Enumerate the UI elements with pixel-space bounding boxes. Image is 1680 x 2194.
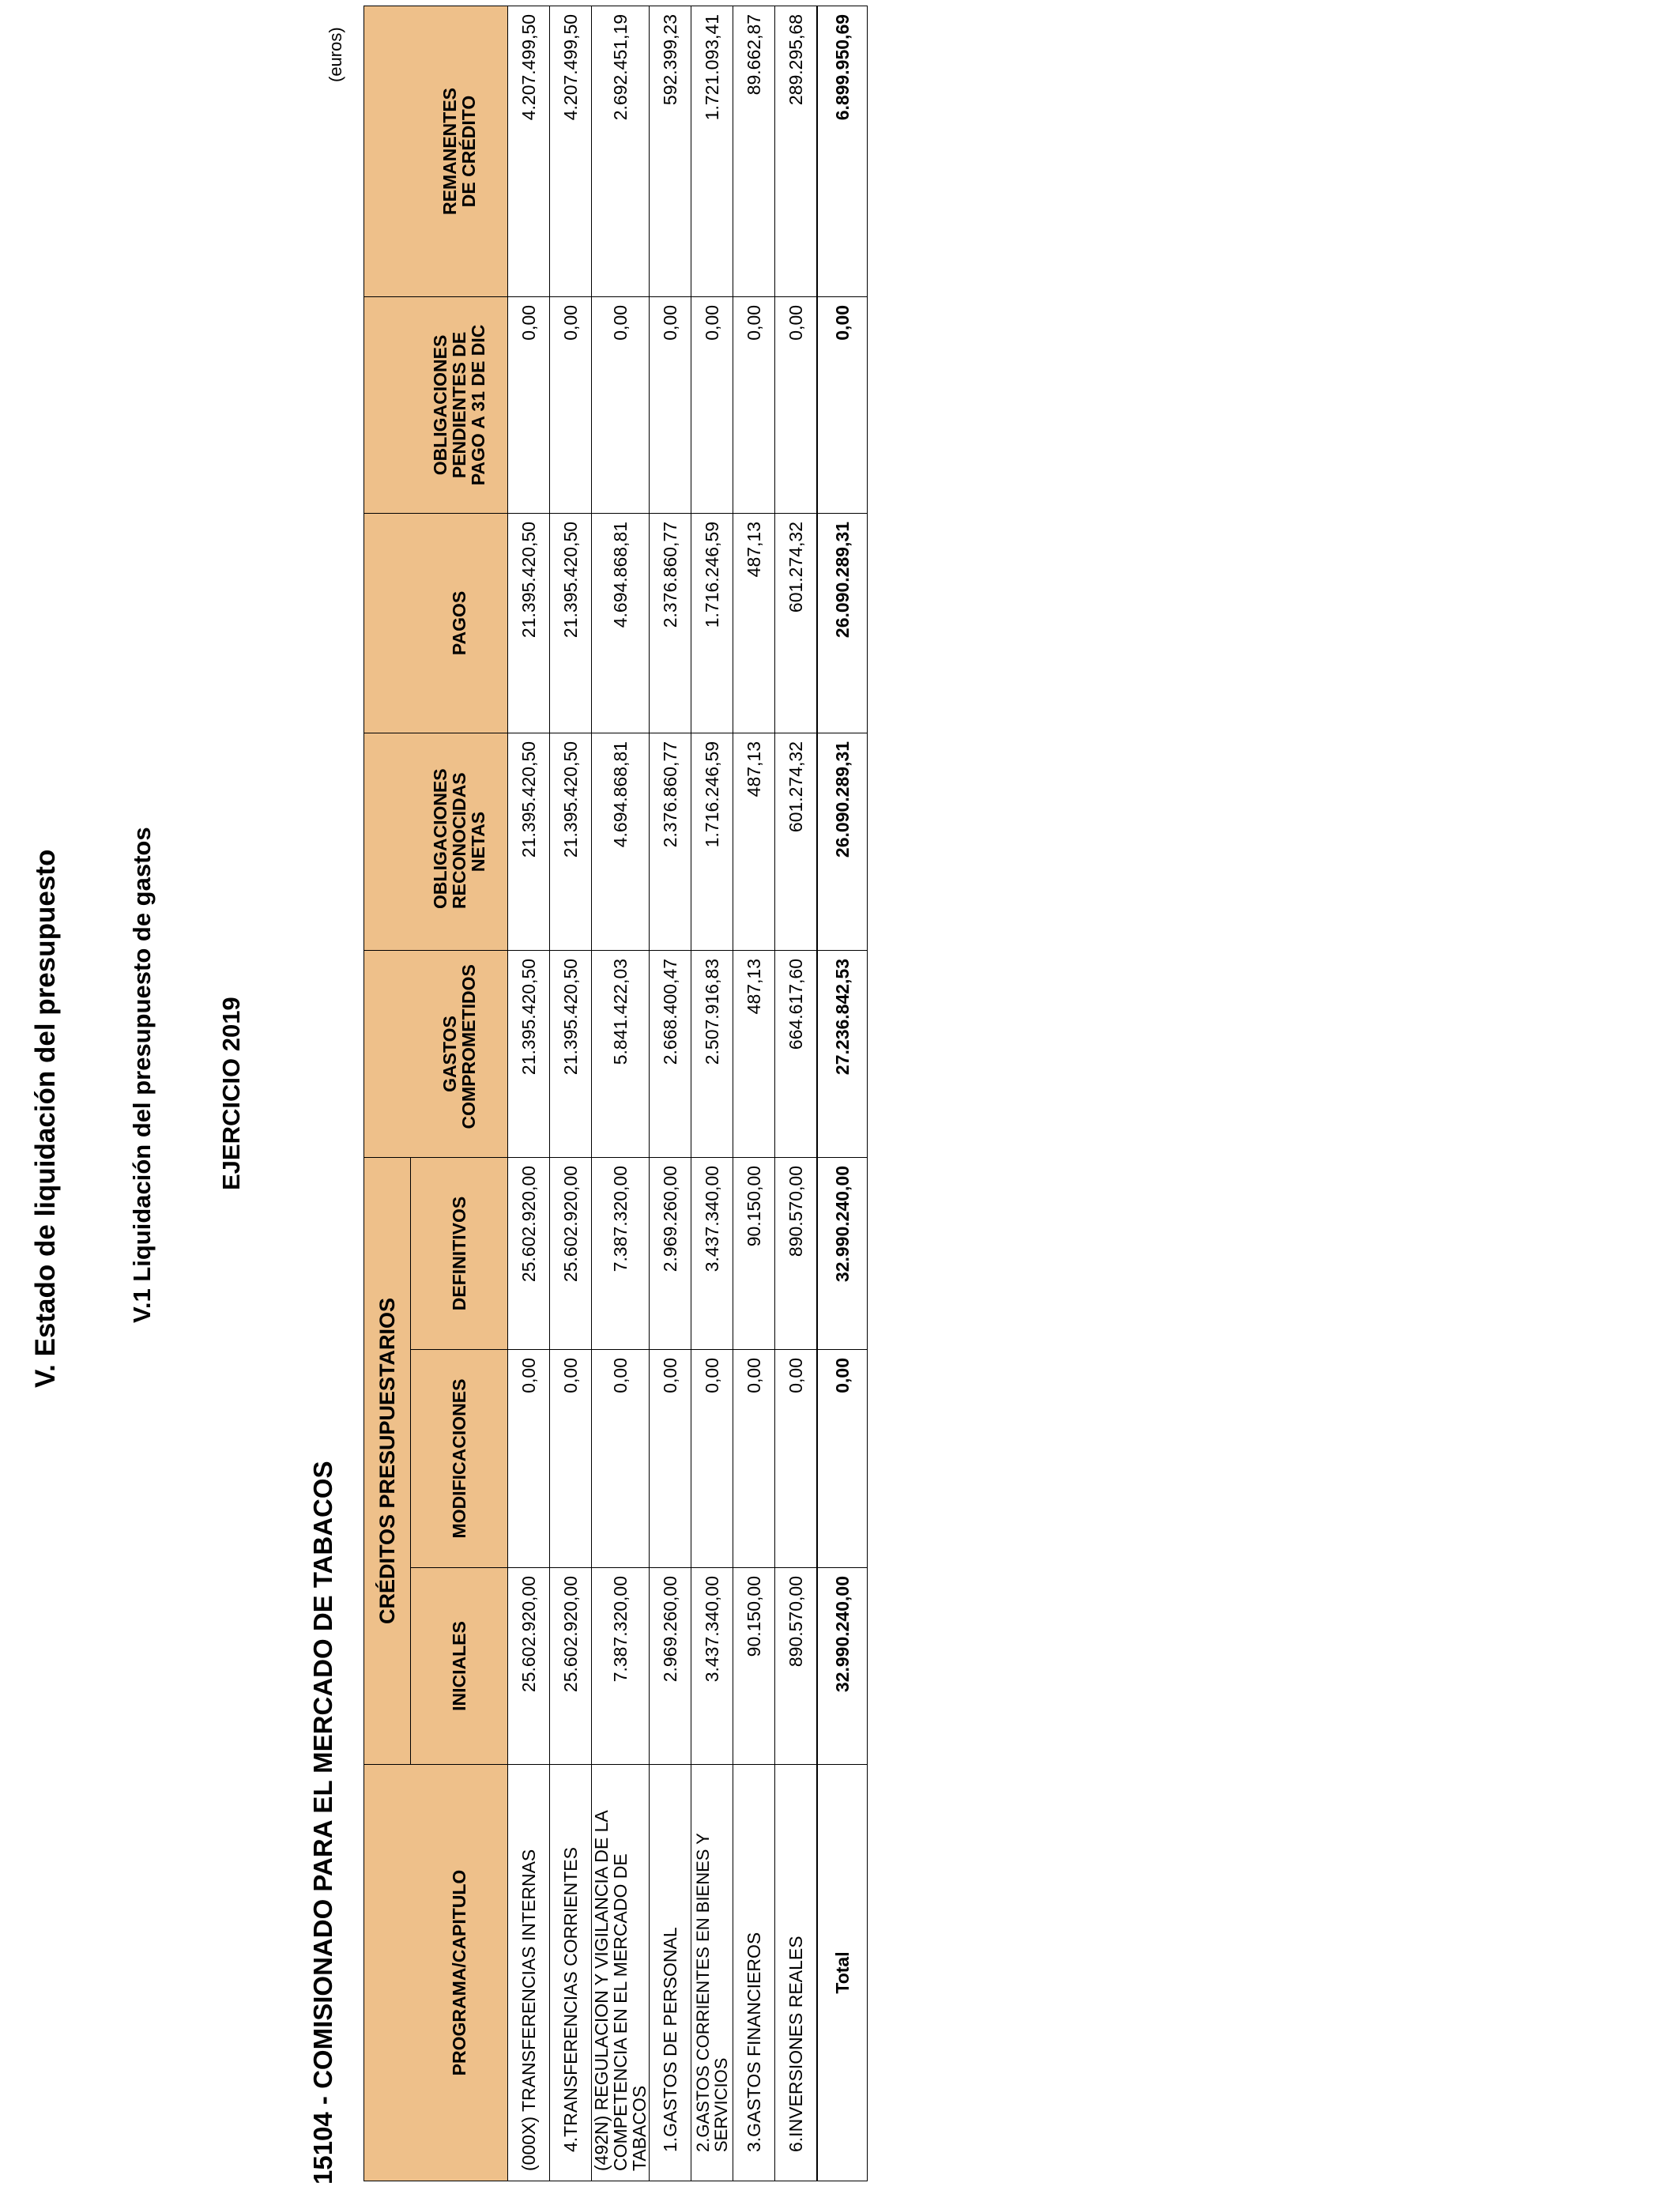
cell-gastos: 5.841.422,03 bbox=[592, 950, 650, 1157]
header-gastos bbox=[411, 950, 508, 1157]
cell-pendientes: 0,00 bbox=[775, 296, 818, 513]
total-gastos: 27.236.842,53 bbox=[817, 950, 868, 1157]
header-definitivos: DEFINITIVOS bbox=[411, 1157, 508, 1349]
total-obligaciones: 26.090.289,31 bbox=[817, 733, 868, 950]
cell-iniciales: 25.602.920,00 bbox=[550, 1568, 592, 1765]
header-spacer bbox=[364, 296, 411, 513]
header-pagos: PAGOS bbox=[411, 513, 508, 733]
cell-pendientes: 0,00 bbox=[508, 296, 550, 513]
row-label bbox=[592, 1765, 650, 2181]
cell-pendientes: 0,00 bbox=[733, 296, 775, 513]
cell-gastos: 21.395.420,50 bbox=[508, 950, 550, 1157]
cell-gastos: 487,13 bbox=[733, 950, 775, 1157]
units-label: (euros) bbox=[326, 27, 345, 82]
document-title: V. Estado de liquidación del presupuesto bbox=[30, 849, 61, 1388]
cell-pendientes: 0,00 bbox=[550, 296, 592, 513]
header-gastos-text: GASTOS COMPROMETIDOS bbox=[439, 964, 479, 1129]
cell-remanentes: 1.721.093,41 bbox=[691, 6, 733, 296]
cell-gastos: 2.668.400,47 bbox=[650, 950, 691, 1157]
header-programa bbox=[364, 1765, 411, 2181]
row-label-line1: (492N) REGULACION Y VIGILANCIA DE LA bbox=[591, 1810, 612, 2171]
cell-definitivos: 25.602.920,00 bbox=[508, 1157, 550, 1349]
cell-iniciales: 25.602.920,00 bbox=[508, 1568, 550, 1765]
row-label: (000X) TRANSFERENCIAS INTERNAS bbox=[508, 1765, 550, 2181]
header-remanentes bbox=[411, 6, 508, 296]
cell-pagos: 21.395.420,50 bbox=[550, 513, 592, 733]
cell-definitivos: 90.150,00 bbox=[733, 1157, 775, 1349]
header-obligaciones-text: OBLIGACIONES RECONOCIDAS NETAS bbox=[429, 768, 488, 909]
cell-pendientes: 0,00 bbox=[650, 296, 691, 513]
cell-pagos: 21.395.420,50 bbox=[508, 513, 550, 733]
row-label: 1.GASTOS DE PERSONAL bbox=[650, 1765, 691, 2181]
header-spacer bbox=[364, 950, 411, 1157]
cell-definitivos: 890.570,00 bbox=[775, 1157, 818, 1349]
entity-name: 15104 - COMISIONADO PARA EL MERCADO DE TABACOS bbox=[308, 1461, 337, 2185]
cell-pendientes: 0,00 bbox=[691, 296, 733, 513]
total-definitivos: 32.990.240,00 bbox=[817, 1157, 868, 1349]
cell-gastos: 664.617,60 bbox=[775, 950, 818, 1157]
table-row bbox=[550, 6, 592, 2181]
row-label: 6.INVERSIONES REALES bbox=[775, 1765, 818, 2181]
cell-iniciales: 3.437.340,00 bbox=[691, 1568, 733, 1765]
total-label: Total bbox=[817, 1765, 868, 2181]
cell-obligaciones: 601.274,32 bbox=[775, 733, 818, 950]
header-programa-label: PROGRAMA/CAPITULO bbox=[411, 1765, 508, 2181]
cell-gastos: 2.507.916,83 bbox=[691, 950, 733, 1157]
cell-definitivos: 7.387.320,00 bbox=[592, 1157, 650, 1349]
cell-definitivos: 3.437.340,00 bbox=[691, 1157, 733, 1349]
cell-modificaciones: 0,00 bbox=[775, 1350, 818, 1568]
cell-obligaciones: 4.694.868,81 bbox=[592, 733, 650, 950]
cell-remanentes: 592.399,23 bbox=[650, 6, 691, 296]
table-row bbox=[691, 6, 733, 2181]
cell-iniciales: 2.969.260,00 bbox=[650, 1568, 691, 1765]
header-spacer bbox=[364, 733, 411, 950]
row-label-line2: COMPETENCIA EN EL MERCADO DE TABACOS bbox=[610, 1853, 650, 2171]
cell-definitivos: 2.969.260,00 bbox=[650, 1157, 691, 1349]
header-iniciales: INICIALES bbox=[411, 1568, 508, 1765]
cell-modificaciones: 0,00 bbox=[650, 1350, 691, 1568]
cell-obligaciones: 21.395.420,50 bbox=[550, 733, 592, 950]
budget-table bbox=[363, 6, 868, 2181]
cell-obligaciones: 487,13 bbox=[733, 733, 775, 950]
total-row bbox=[817, 6, 868, 2181]
document-subtitle: V.1 Liquidación del presupuesto de gastos bbox=[128, 827, 156, 1323]
cell-modificaciones: 0,00 bbox=[550, 1350, 592, 1568]
cell-remanentes: 4.207.499,50 bbox=[550, 6, 592, 296]
cell-pagos: 487,13 bbox=[733, 513, 775, 733]
table-row bbox=[508, 6, 550, 2181]
cell-modificaciones: 0,00 bbox=[733, 1350, 775, 1568]
cell-pagos: 4.694.868,81 bbox=[592, 513, 650, 733]
cell-iniciales: 7.387.320,00 bbox=[592, 1568, 650, 1765]
header-spacer bbox=[364, 6, 411, 296]
cell-pendientes: 0,00 bbox=[592, 296, 650, 513]
cell-pagos: 1.716.246,59 bbox=[691, 513, 733, 733]
table-row bbox=[733, 6, 775, 2181]
cell-remanentes: 4.207.499,50 bbox=[508, 6, 550, 296]
total-remanentes: 6.899.950,69 bbox=[817, 6, 868, 296]
header-obligaciones bbox=[411, 733, 508, 950]
fiscal-year: EJERCICIO 2019 bbox=[217, 997, 245, 1190]
cell-modificaciones: 0,00 bbox=[592, 1350, 650, 1568]
header-spacer bbox=[364, 513, 411, 733]
total-pagos: 26.090.289,31 bbox=[817, 513, 868, 733]
cell-iniciales: 890.570,00 bbox=[775, 1568, 818, 1765]
cell-modificaciones: 0,00 bbox=[508, 1350, 550, 1568]
total-iniciales: 32.990.240,00 bbox=[817, 1568, 868, 1765]
cell-iniciales: 90.150,00 bbox=[733, 1568, 775, 1765]
header-pendientes-text: OBLIGACIONES PENDIENTES DE PAGO A 31 DE DIC bbox=[429, 324, 488, 486]
header-pendientes bbox=[411, 296, 508, 513]
table-row bbox=[775, 6, 818, 2181]
cell-obligaciones: 21.395.420,50 bbox=[508, 733, 550, 950]
cell-pagos: 2.376.860,77 bbox=[650, 513, 691, 733]
table-row bbox=[592, 6, 650, 2181]
total-pendientes: 0,00 bbox=[817, 296, 868, 513]
cell-pagos: 601.274,32 bbox=[775, 513, 818, 733]
cell-remanentes: 2.692.451,19 bbox=[592, 6, 650, 296]
cell-obligaciones: 1.716.246,59 bbox=[691, 733, 733, 950]
table-row bbox=[650, 6, 691, 2181]
cell-remanentes: 89.662,87 bbox=[733, 6, 775, 296]
header-modificaciones: MODIFICACIONES bbox=[411, 1350, 508, 1568]
total-modificaciones: 0,00 bbox=[817, 1350, 868, 1568]
header-row-group bbox=[364, 6, 411, 2181]
cell-obligaciones: 2.376.860,77 bbox=[650, 733, 691, 950]
row-label: 2.GASTOS CORRIENTES EN BIENES Y SERVICIOS bbox=[691, 1765, 733, 2181]
header-creditos-group: CRÉDITOS PRESUPUESTARIOS bbox=[364, 1157, 411, 1764]
header-row-columns bbox=[411, 6, 508, 2181]
row-label: 4.TRANSFERENCIAS CORRIENTES bbox=[550, 1765, 592, 2181]
cell-definitivos: 25.602.920,00 bbox=[550, 1157, 592, 1349]
cell-modificaciones: 0,00 bbox=[691, 1350, 733, 1568]
cell-remanentes: 289.295,68 bbox=[775, 6, 818, 296]
row-label: 3.GASTOS FINANCIEROS bbox=[733, 1765, 775, 2181]
cell-gastos: 21.395.420,50 bbox=[550, 950, 592, 1157]
header-remanentes-text: REMANENTES DE CRÉDITO bbox=[439, 87, 479, 215]
